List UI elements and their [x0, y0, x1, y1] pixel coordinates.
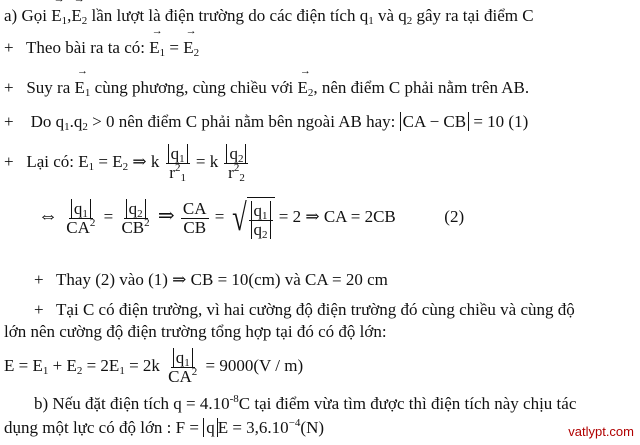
equation-1: = 10 (1) [473, 112, 529, 131]
line-charge-sign: + Do $q_1.q_2 > 0$ nên điểm C phải nằm bên ngoài AB hay: CA − CB = 10 (1) [4, 112, 529, 133]
fraction-q1-ca2: $\frac{q_1}{CA^2}$ [66, 198, 96, 237]
bullet: + [34, 300, 44, 319]
bullet: + [4, 152, 14, 171]
line-direction: + Suy ra → $E_1$ cùng phương, cùng chiều với → $E_2$, nên điểm C phải nằm trên AB. [4, 78, 529, 98]
bullet: + [4, 38, 14, 57]
iff-symbol: ⇔ [38, 205, 58, 227]
line-total-field-intro-cont: lớn nên cường độ điện trường tổng hợp tại đó có độ lớn: [4, 322, 387, 341]
line-field-equality: + Lại có: $E_1 = E_2$ ⇒ k $\frac{q_1}{r^2_1}$ = k $\frac{q_2}{r^2_2}$ [4, 144, 250, 182]
line-total-field-intro: + Tại C có điện trường, vì hai cường độ điện trường đó cùng chiều và cùng độ [34, 300, 575, 319]
abs-ca-minus-cb: CA − CB [400, 112, 469, 131]
vector-e1: → $E_1$ [51, 6, 67, 26]
vector-e2: → $E_2$ [297, 78, 313, 98]
line-total-field-formula: $E = E_1 + E_2 = 2E_1 = 2k$ $\frac{q_1}{CA^2}$ = 9000(V / m) [4, 347, 304, 386]
bullet: + [4, 78, 14, 97]
vector-e1: → $E_1$ [75, 78, 91, 98]
sqrt-ratio: √ $\frac{q_1}{q_2}$ [229, 197, 275, 240]
fraction-q1-r1: $\frac{q_1}{r^2_1}$ [166, 145, 190, 182]
line-part-b: b) Nếu đặt điện tích $q = 4.10^{-8}C$ tại điểm vừa tìm được thì điện tích này chịu tác [34, 393, 577, 413]
watermark: vatlypt.com [568, 424, 634, 439]
vector-e1: → $E_1$ [149, 38, 165, 58]
field-result: = 9000(V / m) [205, 356, 304, 375]
fraction-q2-r2: $\frac{q_2}{r^2_2}$ [224, 145, 248, 182]
line-substitution: + Thay (2) vào (1) ⇒ CB = 10(cm) và CA = 20 cm [34, 270, 388, 289]
line-definition: a) Gọi → $E_1,\to E_2$ lần lượt là điện trường do các điện tích $q_1$ và $q_2$ gây ra tại điểm C [4, 6, 534, 26]
fraction-q2-cb2: $\frac{q_2}{CB^2}$ [121, 198, 150, 237]
line-force: dụng một lực có độ lớn : F = q $E = 3,6.10^{-4}(N)$ [4, 417, 325, 437]
line-ratio-derivation: ⇔ $\frac{q_1}{CA^2}$ = $\frac{q_2}{CB^2}$ ⇒ $\frac{CA}{CB}$ = √ $\frac{q_1}{q_2}$ = 2 ⇒ CA = 2CB (2) [38, 197, 465, 242]
bullet: + [4, 112, 14, 131]
vector-e2: → $E_2$ [71, 6, 87, 26]
bullet: + [34, 270, 44, 289]
line-condition: + Theo bài ra ta có: → $E_1$ = → $E_2$ [4, 38, 199, 58]
vector-e2: → $E_2$ [183, 38, 199, 58]
equation-label-2: (2) [444, 207, 465, 226]
fraction-q1-ca2: $\frac{q_1}{CA^2}$ [168, 347, 198, 386]
fraction-ca-cb: $\frac{CA}{CB}$ [182, 198, 207, 237]
force-unit: (N) [300, 418, 325, 437]
